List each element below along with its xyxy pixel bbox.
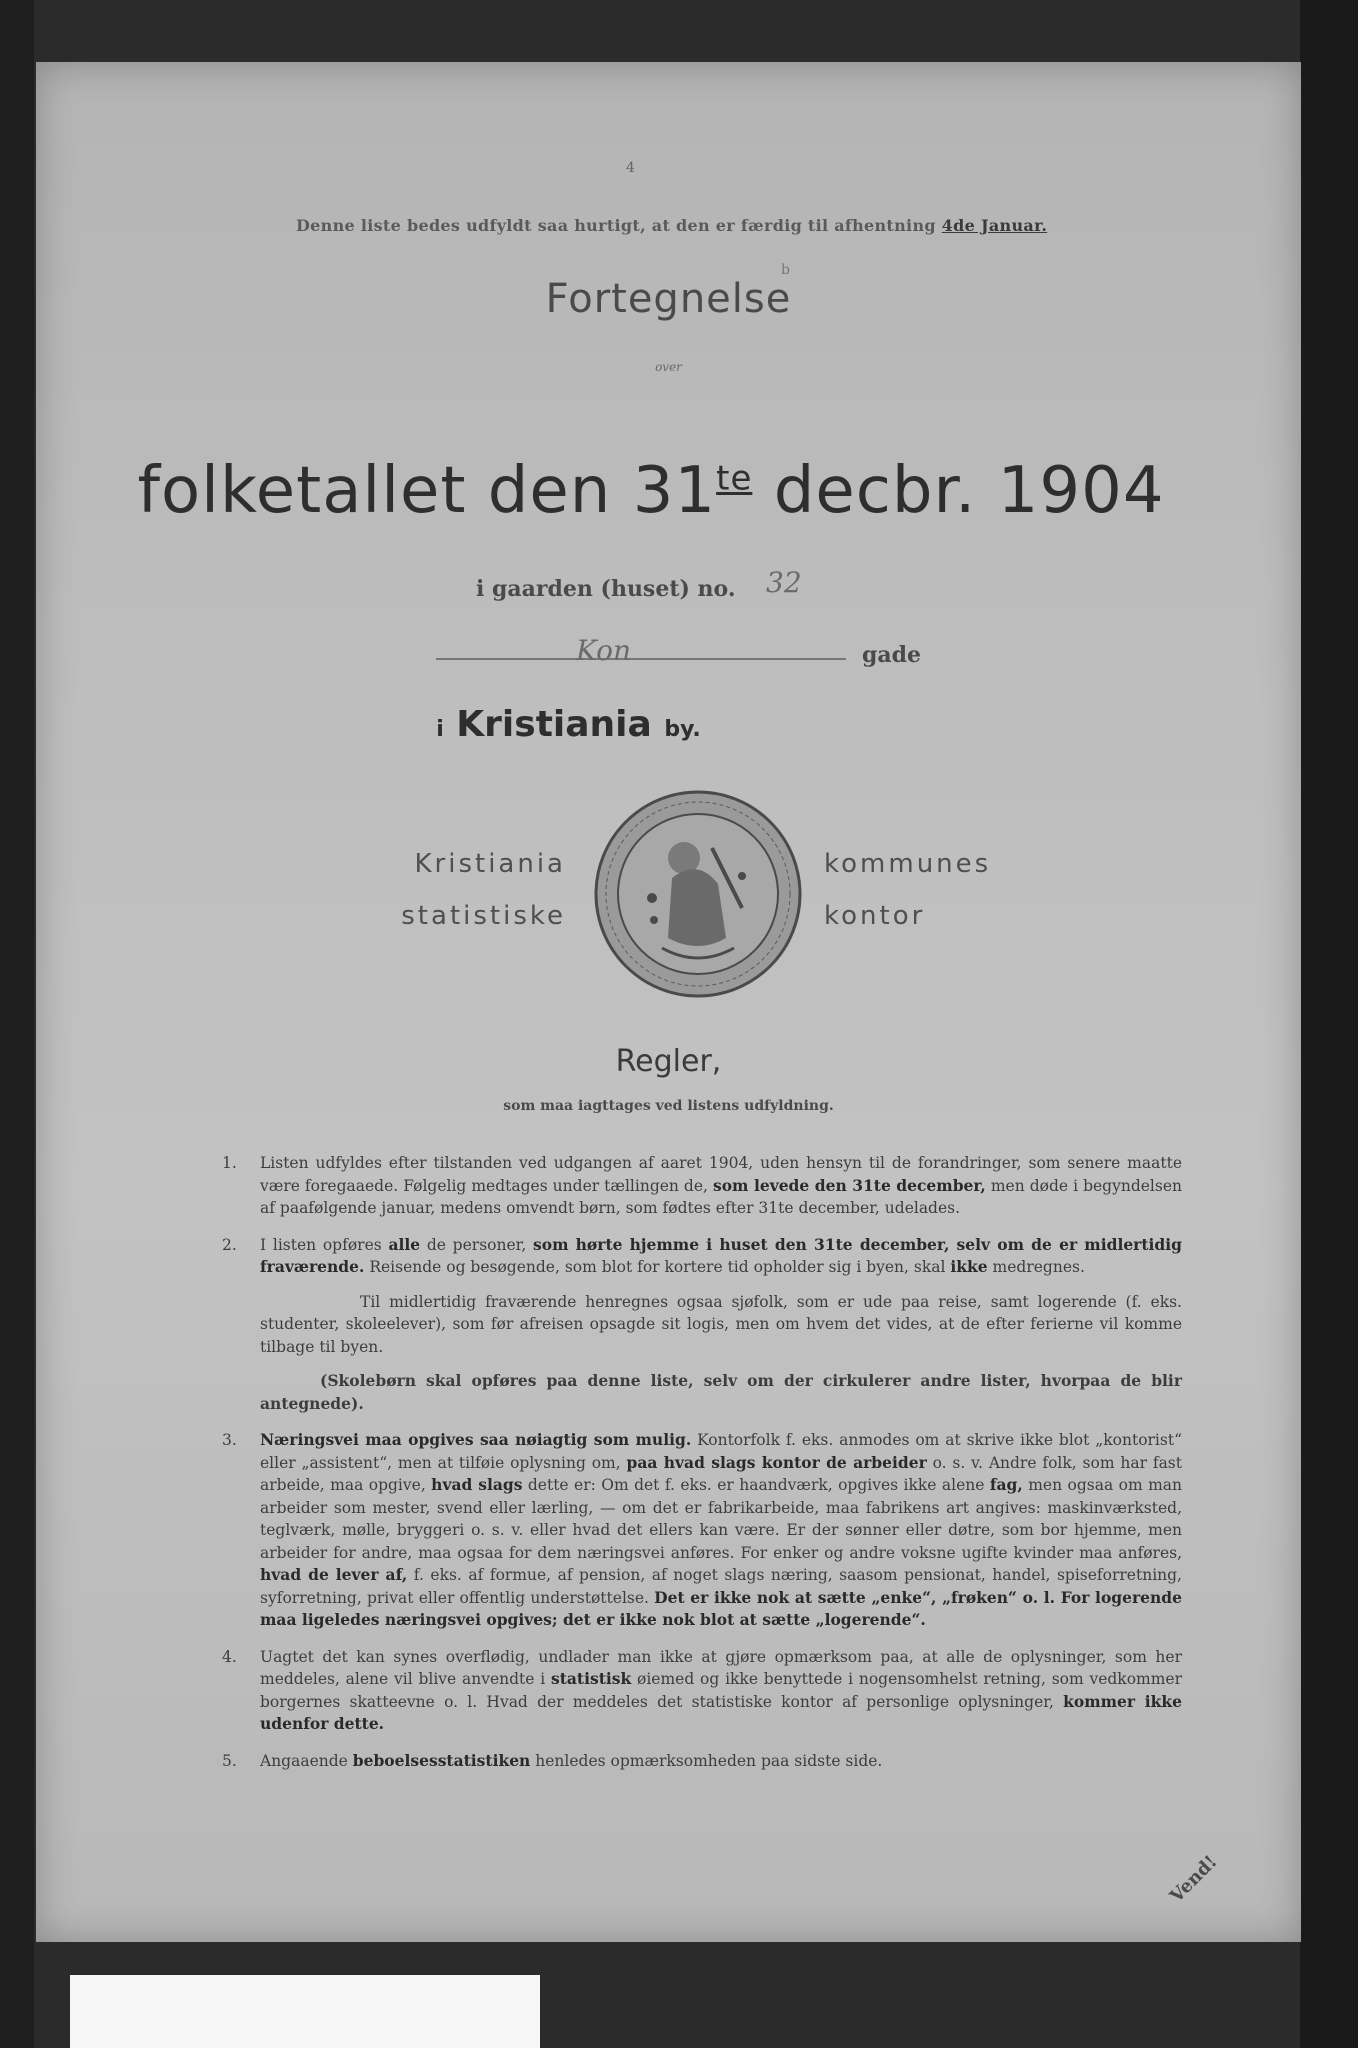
top-mark: 4 [626,160,635,176]
rules-heading: Regler, [615,1044,722,1079]
scan-border-left [0,0,34,2048]
rules-list [222,1152,1182,1786]
form-title-small: Fortegnelse [545,276,792,322]
scan-border-right [1300,0,1358,2048]
rules-subheading: som maa iagttages ved listens udfyldning. [503,1098,834,1114]
house-number-label: i gaarden (huset) no. [476,576,736,602]
form-title-main: folketallet den $31^{te}$ decbr. 1904 [137,454,1165,528]
rule-5: 5. Angaaende beboelsesstatistiken henledes opmærksomheden paa sidste side. [222,1750,883,1770]
office-name-left: Kristiania statistiske [401,849,566,931]
street-fill-line [436,658,846,660]
city-seal-icon [592,788,804,1000]
rule-1: 1. Listen udfyldes efter tilstanden ved udgangen af aaret 1904, uden hensyn til de forandringer, som senere maatte være foregaaede. Følgelig medtages under tællingen de, som levede den 31te december, men døde i begyndelsen af paafølgende januar, medens omvendt børn, som fødtes efter 31te december, udelades. [222,1154,1182,1217]
rule-4: 4. Uagtet det kan synes overflødig, undlader man ikke at gjøre opmærksom paa, at alle de oplysninger, som her meddeles, alene vil blive anvendte i statistisk øiemed og ikke benyttede i nogensomhelst retning, som vedkommer borgernes skatteevne o. l. Hvad der meddeles det statistiske kontor af personlige oplysninger, kommer ikke udenfor dette. [222,1647,1183,1733]
form-title-over: over [655,360,682,374]
scan-white-strip [70,1975,540,2048]
deadline-date: 4de Januar. [941,216,1048,235]
street-name-handwritten: Kon [576,634,632,667]
turn-page-note: Vend! [1166,1851,1222,1907]
small-mark: b [781,262,790,278]
street-suffix-label: gade [862,642,922,668]
census-form-page [36,62,1301,1942]
rule-3: 3. Næringsvei maa opgives saa nøiagtig som mulig. Kontorfolk f. eks. anmodes om at skrive ikke blot „kontorist“ eller „assistent“, men at tilføie oplysning om, paa hvad slags kontor de arbeider o. s. v. Andre folk, som har fast arbeide, maa opgive, hvad slags dette er: Om det f. eks. er haandværk, opgives ikke alene fag, men ogsaa om man arbeider som mester, svend eller lærling, — om det er fabrikarbeide, maa fabrikens art angives: maskinværksted, teglværk, mølle, bryggeri o. s. v. eller hvad det ellers kan være. Er der sønner eller døtre, som bor hjemme, men arbeider for andre, maa ogsaa for dem næringsvei anføres. For enker og andre voksne ugifte kvinder maa anføres, hvad de lever af, f. eks. af formue, af pension, af noget slags næring, saasom pensionat, handel, spiseforretning, syforretning, privat eller offentlig understøttelse. Det er ikke nok at sætte „enke“, „frøken“ o. l. For logerende maa ligeledes næringsvei opgives; det er ikke nok blot at sætte „logerende“. [222,1430,1182,1629]
city-line: i Kristiania by. [436,704,701,745]
office-name-right: kommunes kontor [824,849,992,931]
house-number-handwritten: 32 [766,566,802,599]
rule-2: 2. I listen opføres alle de personer, som hørte hjemme i huset den 31te december, selv om de er midlertidig fraværende. Reisende og besøgende, som blot for kortere tid opholder sig i byen, skal ikke medregnes. Til midlertidig fraværende henregnes ogsaa sjøfolk, som er ude paa reise, samt logerende (f. eks. studenter, skoleelever), som før afreisen opsagde sit logis, men om hvem det vides, at de efter ferierne vil komme tilbage til byen. (Skolebørn skal opføres paa denne liste, selv om der cirkulerer andre lister, hvorpaa de blir antegnede). [222,1234,1182,1413]
delivery-notice: Denne liste bedes udfyldt saa hurtigt, at den er færdig til afhentning 4de Januar. [296,216,1048,235]
